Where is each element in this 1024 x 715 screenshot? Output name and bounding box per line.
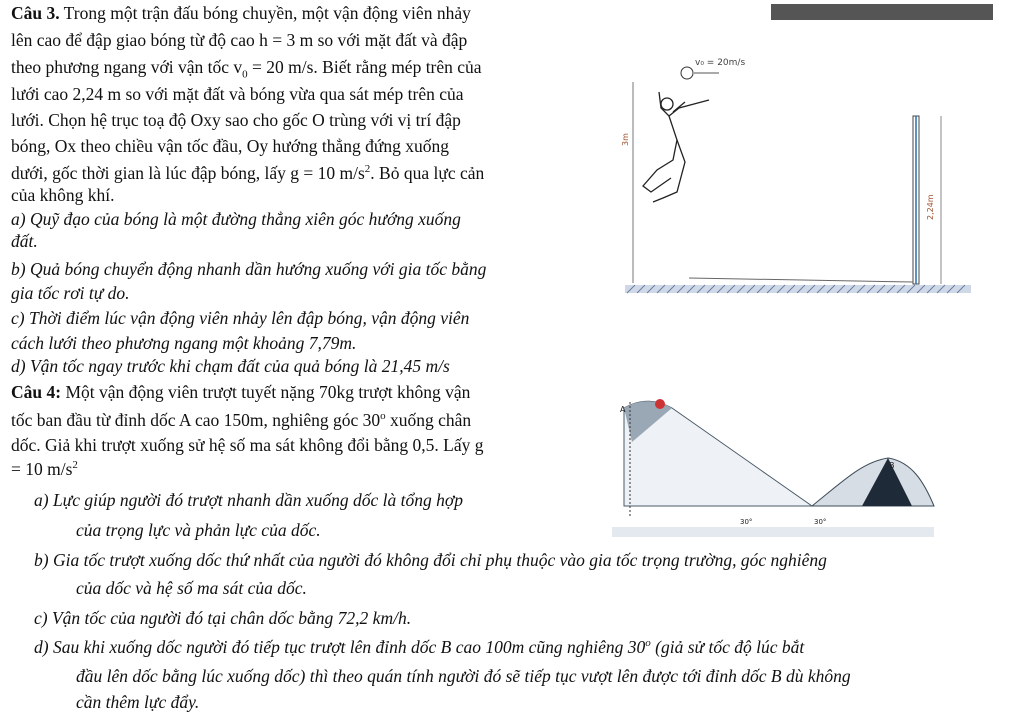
q3-option-a-line-1: a) Quỹ đạo của bóng là một đường thẳng xiên góc hướng xuống <box>11 209 461 229</box>
q3-option-b-line-1: b) Quả bóng chuyển động nhanh dần hướng xuống với gia tốc bằng <box>11 259 487 279</box>
q4-option-a-line-2: của trọng lực và phản lực của dốc. <box>76 520 321 540</box>
q3-option-b-line-2: gia tốc rơi tự do. <box>11 283 130 303</box>
q4-label: Câu 4: <box>11 382 62 402</box>
q4-option-b-line-2: của dốc và hệ số ma sát của dốc. <box>76 578 307 598</box>
q4-option-b-line-1: b) Gia tốc trượt xuống dốc thứ nhất của người đó không đổi chỉ phụ thuộc vào gia tốc trọng trường, góc nghiêng <box>34 550 827 570</box>
q3-label: Câu 3. <box>11 3 60 23</box>
photo-strip <box>771 4 993 20</box>
q4-option-d-line-2: đầu lên dốc bằng lúc xuống dốc) thì theo quán tính người đó sẽ tiếp tục vượt lên được tới đỉnh dốc B dù không <box>76 666 851 686</box>
player-silhouette <box>643 92 709 202</box>
net-height-label: 2,24m <box>926 194 935 220</box>
snow-ground <box>612 527 934 537</box>
q3-option-a-line-2: đất. <box>11 231 38 251</box>
q3-line-4: lưới cao 2,24 m so với mặt đất và bóng vừa qua sát mép trên của <box>11 84 464 104</box>
volleyball-figure <box>623 0 995 305</box>
q4-line-2: tốc ban đầu từ đỉnh dốc A cao 150m, nghiêng góc 30$^o$ xuống chân <box>11 410 472 430</box>
q4-line-1: Câu 4: Một vận động viên trượt tuyết nặng 70kg trượt không vận <box>11 382 471 402</box>
q3-line-8: của không khí. <box>11 185 115 205</box>
q3-line-3: theo phương ngang với vận tốc $v_0 = 20$ m/s. Biết rằng mép trên của <box>11 57 482 81</box>
label-b: B <box>889 461 895 470</box>
ski-slope-figure <box>612 382 934 540</box>
q3-line-7: dưới, gốc thời gian là lúc đập bóng, lấy g = 10 $m/s^2$. Bỏ qua lực cản <box>11 163 485 183</box>
q3-line-1: Câu 3. Trong một trận đấu bóng chuyền, một vận động viên nhảy <box>11 3 471 23</box>
q4-line-4: = 10 $m/s^2$ <box>11 459 78 479</box>
label-a: A <box>620 405 626 414</box>
angle-label-1: 30° <box>740 518 753 526</box>
q3-option-c-line-2: cách lưới theo phương ngang một khoảng 7,79m. <box>11 333 357 353</box>
skier-icon <box>655 399 665 409</box>
ball-icon <box>681 67 693 79</box>
q4-option-d-line-1: d) Sau khi xuống dốc người đó tiếp tục trượt lên đỉnh dốc B cao 100m cũng nghiêng 30$^o$ (giả sử tốc độ lúc bắt <box>34 637 805 657</box>
q4-option-a-line-1: a) Lực giúp người đó trượt nhanh dần xuống dốc là tổng hợp <box>34 490 463 510</box>
q3-line-6: bóng, Ox theo chiều vận tốc đầu, Oy hướng thẳng đứng xuống <box>11 136 449 156</box>
angle-label-2: 30° <box>814 518 827 526</box>
q4-option-d-line-3: cần thêm lực đẩy. <box>76 692 200 712</box>
q4-line-3: dốc. Giả khi trượt xuống sử hệ số ma sát không đổi bằng 0,5. Lấy g <box>11 435 484 455</box>
distance-arrow <box>689 278 913 282</box>
q3-line-2: lên cao để đập giao bóng từ độ cao h = 3 m so với mặt đất và đập <box>11 30 468 50</box>
q3-line-5: lưới. Chọn hệ trục toạ độ Oxy sao cho gốc O trùng với vị trí đập <box>11 110 461 130</box>
q4-option-c: c) Vận tốc của người đó tại chân dốc bằng 72,2 km/h. <box>34 608 412 628</box>
velocity-label: v₀ = 20m/s <box>695 58 746 68</box>
q3-option-d: d) Vận tốc ngay trước khi chạm đất của quả bóng là 21,45 m/s <box>11 356 450 376</box>
q3-option-c-line-1: c) Thời điểm lúc vận động viên nhảy lên đập bóng, vận động viên <box>11 308 470 328</box>
height-label: 3m <box>621 133 630 146</box>
